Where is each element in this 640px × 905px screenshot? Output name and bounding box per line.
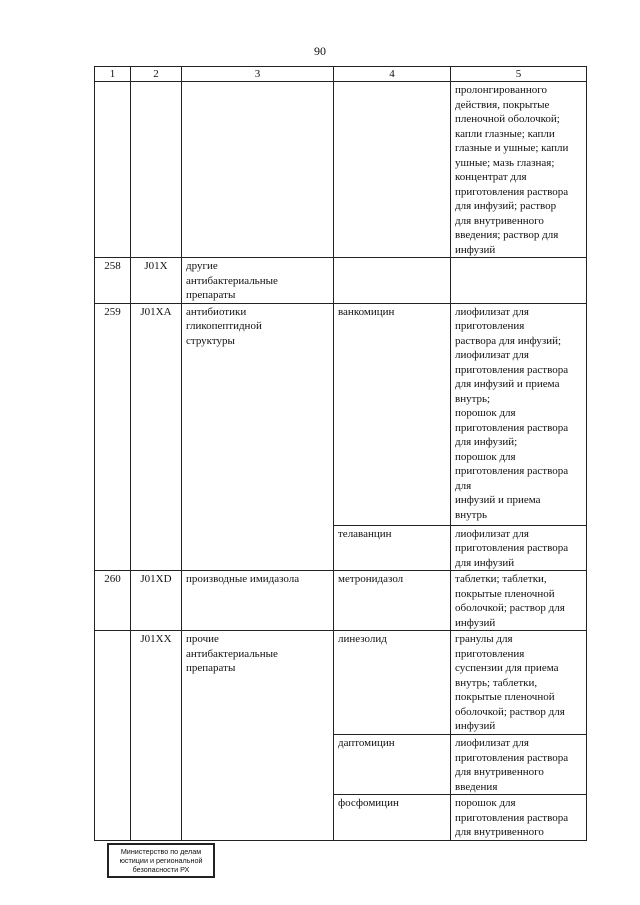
atc-code: J01X — [131, 258, 182, 304]
atc-group: прочие антибактериальные препараты — [182, 631, 334, 841]
dosage-forms: порошок для приготовления раствора для внутривенного — [451, 795, 587, 841]
row-number: 259 — [95, 303, 131, 571]
row-number: 260 — [95, 571, 131, 631]
dosage-forms — [451, 258, 587, 304]
row-number: 258 — [95, 258, 131, 304]
header-cell: 4 — [334, 67, 451, 82]
table-row — [95, 631, 587, 735]
dosage-forms: таблетки; таблетки, покрытые пленочной оболочкой; раствор для инфузий — [451, 571, 587, 631]
atc-code — [131, 82, 182, 258]
table-row — [95, 258, 587, 304]
table-row — [95, 571, 587, 631]
substance-name: ванкомицин — [334, 303, 451, 525]
stamp-line: безопасности РХ — [132, 865, 190, 874]
header-cell: 3 — [182, 67, 334, 82]
stamp-line: юстиции и региональной — [119, 856, 203, 865]
table-row — [95, 82, 587, 258]
substance-name: линезолид — [334, 631, 451, 735]
ministry-stamp — [107, 843, 215, 878]
atc-group: производные имидазола — [182, 571, 334, 631]
atc-code: J01XX — [131, 631, 182, 841]
dosage-forms: лиофилизат для приготовления раствора для инфузий; лиофилизат для приготовления раствора для инфузий и приема внутрь; порошок для приготовления раствора для инфузий; порошок для приготовления раствора для инфузий и приема внутрь — [451, 303, 587, 525]
header-cell: 5 — [451, 67, 587, 82]
atc-code: J01XA — [131, 303, 182, 571]
atc-group: другие антибактериальные препараты — [182, 258, 334, 304]
table-row — [95, 303, 587, 525]
dosage-forms: гранулы для приготовления суспензии для приема внутрь; таблетки, покрытые пленочной оболочкой; раствор для инфузий — [451, 631, 587, 735]
dosage-forms: лиофилизат для приготовления раствора для инфузий — [451, 525, 587, 571]
atc-code: J01XD — [131, 571, 182, 631]
dosage-forms: лиофилизат для приготовления раствора для внутривенного введения — [451, 735, 587, 795]
page-number: 90 — [314, 44, 326, 58]
table-header-row — [95, 67, 587, 82]
atc-group: антибиотики гликопептидной структуры — [182, 303, 334, 571]
substance-name — [334, 258, 451, 304]
header-cell: 1 — [95, 67, 131, 82]
dosage-forms: пролонгированного действия, покрытые пленочной оболочкой; капли глазные; капли глазные и ушные; капли ушные; мазь глазная; концентрат для приготовления раствора для инфузий; раствор для внутривенного введения; раствор для инфузий — [451, 82, 587, 258]
substance-name: фосфомицин — [334, 795, 451, 841]
row-number — [95, 631, 131, 841]
substance-name: метронидазол — [334, 571, 451, 631]
stamp-line: Министерство по делам — [120, 847, 202, 856]
medicines-table — [94, 66, 587, 841]
atc-group — [182, 82, 334, 258]
row-number — [95, 82, 131, 258]
substance-name — [334, 82, 451, 258]
substance-name: даптомицин — [334, 735, 451, 795]
substance-name: телаванцин — [334, 525, 451, 571]
header-cell: 2 — [131, 67, 182, 82]
